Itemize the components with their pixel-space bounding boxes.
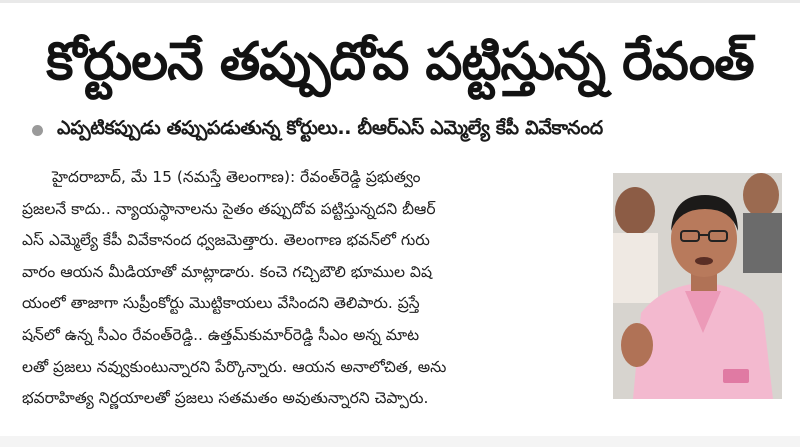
politician-photo	[613, 173, 782, 399]
article-line: షన్‌లో ఉన్న సీఎం రేవంత్‌రెడ్డి.. ఉత్తమ్‌కుమార్‌రెడ్డి సీఎం అన్న మాట	[22, 325, 420, 344]
photo-illustration	[613, 173, 782, 399]
bg-person-shirt	[613, 233, 658, 303]
article-line: యంలో తాజాగా సుప్రీంకోర్టు మొట్టికాయలు వేసిందని తెలిపారు. ప్రస్తే	[22, 294, 420, 313]
article-line: భవరాహిత్య నిర్ణయాలతో ప్రజలు సతమతం అవుతున్నారని చెప్పారు.	[22, 389, 429, 408]
article-line: హైదరాబాద్, మే 15 (నమస్తే తెలంగాణ): రేవంత్‌రెడ్డి ప్రభుత్వం	[52, 168, 421, 186]
headline-block	[0, 22, 800, 102]
top-rule	[0, 0, 800, 3]
headline: కోర్టులనే తప్పుదోవ పట్టిస్తున్న రేవంత్	[46, 32, 754, 92]
article-line: లతో ప్రజలు నవ్వుకుంటున్నారని పేర్కొన్నారు. ఆయన అనాలోచిత, అను	[22, 357, 447, 376]
article-line: ఎస్ ఎమ్మెల్యే కేపీ వివేకానంద ధ్వజమెత్తారు. తెలంగాణ భవన్‌లో గురు	[22, 231, 430, 250]
article-body	[22, 162, 597, 424]
bullet-icon	[32, 125, 43, 136]
subject-mouth	[695, 257, 713, 265]
bg-person2-shirt	[743, 213, 782, 273]
subheadline-block	[32, 114, 772, 146]
party-badge	[723, 369, 749, 383]
article-line: వారం ఆయన మీడియాతో మాట్లాడారు. కంచె గచ్చిబౌలి భూముల విష	[22, 262, 432, 281]
subheadline: ఎప్పటికప్పుడు తప్పుపడుతున్న కోర్టులు.. బీఆర్ఎస్ ఎమ్మెల్యే కేపీ వివేకానంద	[57, 116, 603, 139]
bottom-rule	[0, 436, 800, 447]
bg-person2-head	[743, 173, 779, 217]
subject-hand	[621, 323, 653, 367]
bg-person-head	[615, 187, 655, 235]
article-line: ప్రజలనే కాదు.. న్యాయస్థానాలను సైతం తప్పుదోవ పట్టిస్తున్నదని బీఆర్	[22, 199, 436, 218]
